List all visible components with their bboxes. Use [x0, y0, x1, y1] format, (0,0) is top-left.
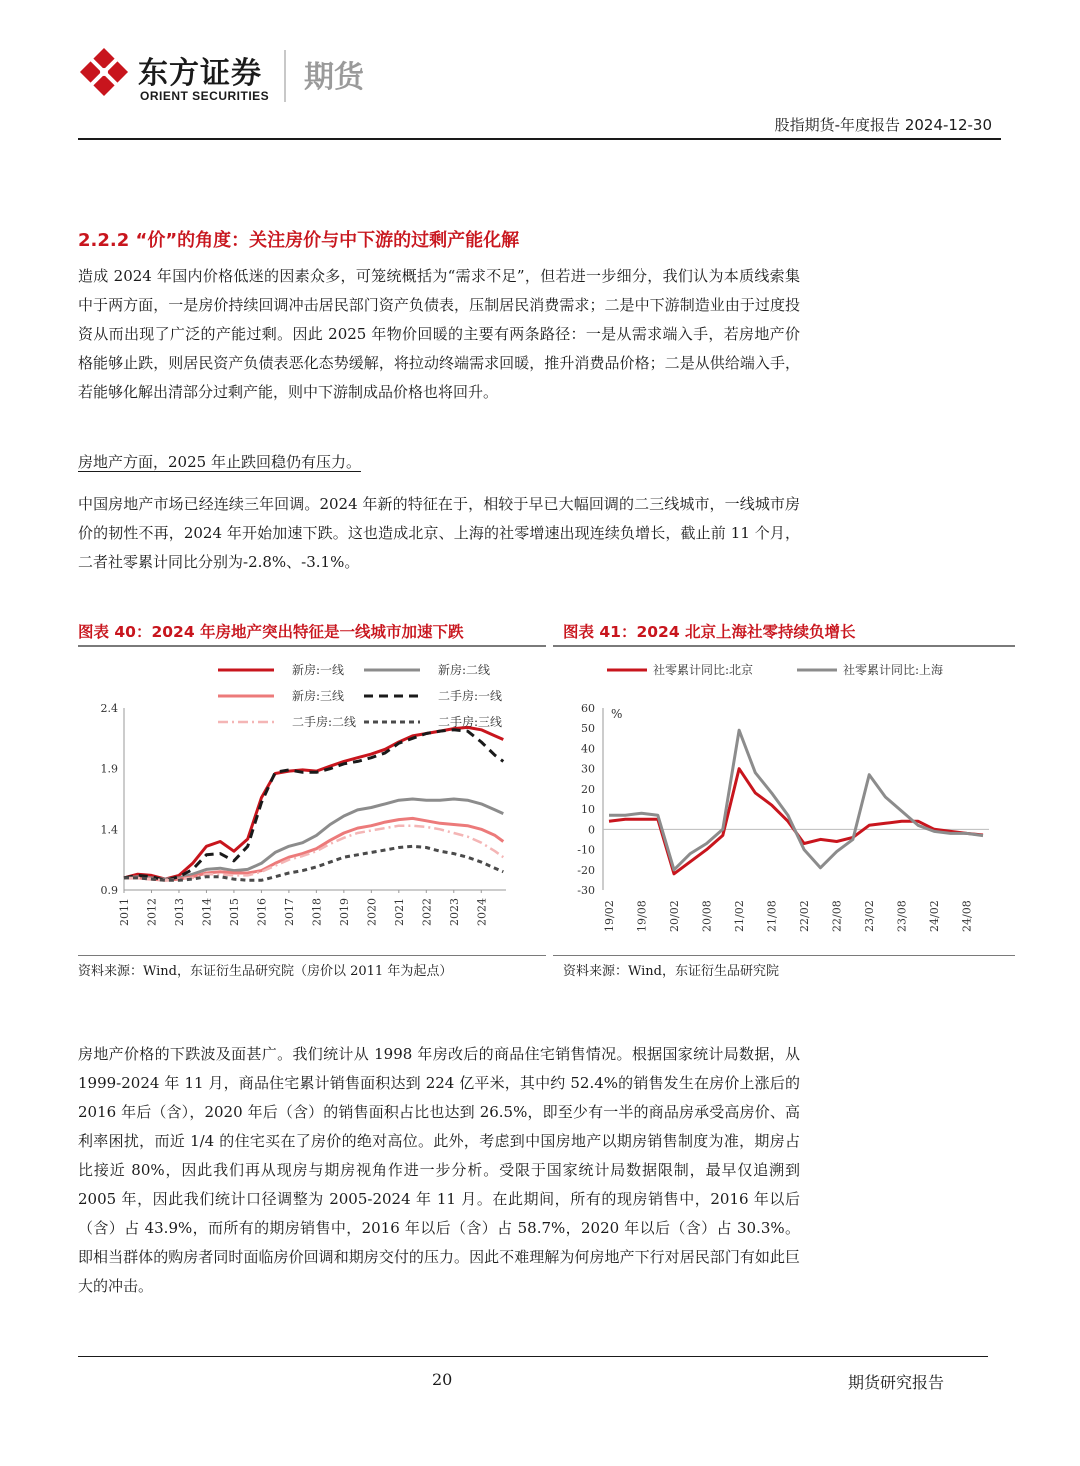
- x-tick-label: 20/02: [668, 900, 682, 932]
- figure-41-source: 资料来源：Wind，东证衍生品研究院: [563, 964, 779, 979]
- y-tick-label: -30: [577, 884, 595, 897]
- x-tick-label: 2012: [145, 898, 159, 926]
- x-tick-label: 2021: [392, 898, 406, 926]
- x-tick-label: 24/08: [960, 900, 974, 932]
- header-rule: [78, 138, 1001, 140]
- y-tick-label: -10: [577, 843, 595, 857]
- brand-subtitle: 期货: [304, 60, 364, 95]
- x-tick-label: 2022: [420, 898, 434, 926]
- x-tick-label: 24/02: [928, 900, 942, 932]
- paragraph-real-estate: 中国房地产市场已经连续三年回调。2024 年新的特征在于，相较于早已大幅回调的二三线城市，一线城市房价的韧性不再，2024 年开始加速下跌。这也造成北京、上海的社零增速出现连续负增长，截止前 11 个月，二者社零累计同比分别为-2.8%、-3.1%。: [78, 495, 800, 571]
- legend-label: 新房:三线: [292, 689, 345, 703]
- figure-41-title: 图表 41：2024 北京上海社零持续负增长: [563, 623, 856, 641]
- footer-label: 期货研究报告: [848, 1373, 945, 1392]
- legend-label: 社零累计同比:上海: [843, 663, 944, 677]
- x-tick-label: 21/02: [733, 900, 747, 932]
- orient-securities-logo-icon: [78, 46, 130, 98]
- x-tick-label: 19/08: [635, 900, 649, 932]
- paragraph-intro: 造成 2024 年国内价格低迷的因素众多，可笼统概括为“需求不足”，但若进一步细分，我们认为本质线索集中于两方面，一是房价持续回调冲击居民部门资产负债表，压制居民消费需求；二是中下游制造业由于过度投资从而出现了广泛的产能过剩。因此 2025 年物价回暖的主要有两条路径：一是从需求端入手，若房地产价格能够止跌，则居民资产负债表恶化态势缓解，将拉动终端需求回暖，推升消费品价格；二是从供给端入手，若能够化解出清部分过剩产能，则中下游制成品价格也将回升。: [78, 267, 800, 401]
- figure-40-source: 资料来源：Wind，东证衍生品研究院（房价以 2011 年为起点）: [78, 964, 453, 979]
- legend-label: 二手房:二线: [292, 715, 357, 729]
- figure-41-chart: [553, 650, 1015, 952]
- y-tick-label: 20: [581, 782, 595, 796]
- paragraph-price-impact: 房地产价格的下跌波及面甚广。我们统计从 1998 年房改后的商品住宅销售情况。根据国家统计局数据，从 1999-2024 年 11 月，商品住宅累计销售面积达到 224 亿平米，其中约 52.4%的销售发生在房价上涨后的 2016 年后（含），2020 年后（含）的销售面积占比也达到 26.5%，即至少有一半的商品房承受高房价、高利率困扰，而近 1/4 的住宅买在了房价的绝对高位。此外，考虑到中国房地产以期房销售制度为准，期房占比接近 80%，因此我们再从现房与期房视角作进一步分析。受限于国家统计局数据限制，最早仅追溯到 2005 年，因此我们统计口径调整为 2005-2024 年 11 月。在此期间，所有的现房销售中，2016 年以后（含）占 43.9%，而所有的期房销售中，2016 年以后（含）占 58.7%，2020 年以后（含）占 30.3%。即相当群体的购房者同时面临房价回调和期房交付的压力。因此不难理解为何房地产下行对居民部门有如此巨大的冲击。: [78, 1045, 800, 1295]
- y-unit-label: %: [611, 707, 623, 721]
- x-tick-label: 19/02: [603, 900, 616, 932]
- y-tick-label: 50: [581, 722, 595, 736]
- y-tick-label: 10: [581, 803, 595, 817]
- x-tick-label: 2020: [365, 898, 379, 926]
- y-tick-label: 40: [581, 742, 595, 756]
- brand-name-english: ORIENT SECURITIES: [140, 89, 270, 103]
- y-tick-label: 1.4: [100, 823, 118, 837]
- x-tick-label: 20/08: [700, 900, 714, 932]
- figure-40-title: 图表 40：2024 年房地产突出特征是一线城市加速下跌: [78, 623, 464, 641]
- figure-40-top-rule: [78, 645, 546, 647]
- x-tick-label: 2011: [118, 898, 131, 926]
- legend-label: 二手房:一线: [438, 689, 503, 703]
- brand-name: 东方证券: [138, 56, 262, 91]
- paragraph-real-estate-heading: 房地产方面，2025 年止跌回稳仍有压力。: [78, 453, 361, 471]
- y-tick-label: 2.4: [100, 702, 118, 715]
- x-tick-label: 2017: [282, 898, 296, 926]
- legend-label: 新房:二线: [438, 663, 491, 677]
- x-tick-label: 2018: [310, 898, 324, 926]
- legend-label: 新房:一线: [292, 663, 345, 677]
- x-tick-label: 2013: [172, 898, 186, 926]
- legend-label: 社零累计同比:北京: [653, 663, 754, 677]
- x-tick-label: 22/02: [798, 900, 812, 932]
- x-tick-label: 21/08: [765, 900, 779, 932]
- figure-40-chart: [78, 650, 546, 952]
- series-line: [124, 727, 503, 879]
- y-tick-label: 0.9: [100, 884, 118, 897]
- series-line: [609, 769, 983, 874]
- x-tick-label: 23/08: [895, 900, 909, 932]
- x-tick-label: 2016: [255, 898, 269, 926]
- brand-separator: [284, 50, 286, 102]
- x-tick-label: 22/08: [830, 900, 844, 932]
- x-tick-label: 2014: [200, 898, 214, 926]
- page-number: 20: [432, 1370, 453, 1389]
- series-line: [124, 818, 503, 880]
- figure-40-bottom-rule: [78, 955, 546, 956]
- legend-label: 二手房:三线: [438, 715, 503, 729]
- x-tick-label: 2024: [475, 898, 489, 926]
- y-tick-label: 0: [588, 823, 595, 837]
- x-tick-label: 2023: [447, 898, 461, 926]
- x-tick-label: 2019: [337, 898, 351, 926]
- y-tick-label: 30: [581, 762, 595, 776]
- figure-41-top-rule: [553, 645, 1015, 647]
- x-tick-label: 23/02: [863, 900, 877, 932]
- footer-rule: [78, 1356, 988, 1357]
- x-tick-label: 2015: [227, 898, 241, 926]
- report-info: 股指期货-年度报告 2024-12-30: [774, 116, 992, 134]
- section-title: 2.2.2 “价”的角度：关注房价与中下游的过剩产能化解: [78, 230, 520, 251]
- series-line: [124, 730, 503, 881]
- y-tick-label: -20: [577, 863, 595, 877]
- y-tick-label: 60: [581, 702, 595, 715]
- y-tick-label: 1.9: [100, 762, 118, 776]
- figure-41-bottom-rule: [553, 955, 1015, 956]
